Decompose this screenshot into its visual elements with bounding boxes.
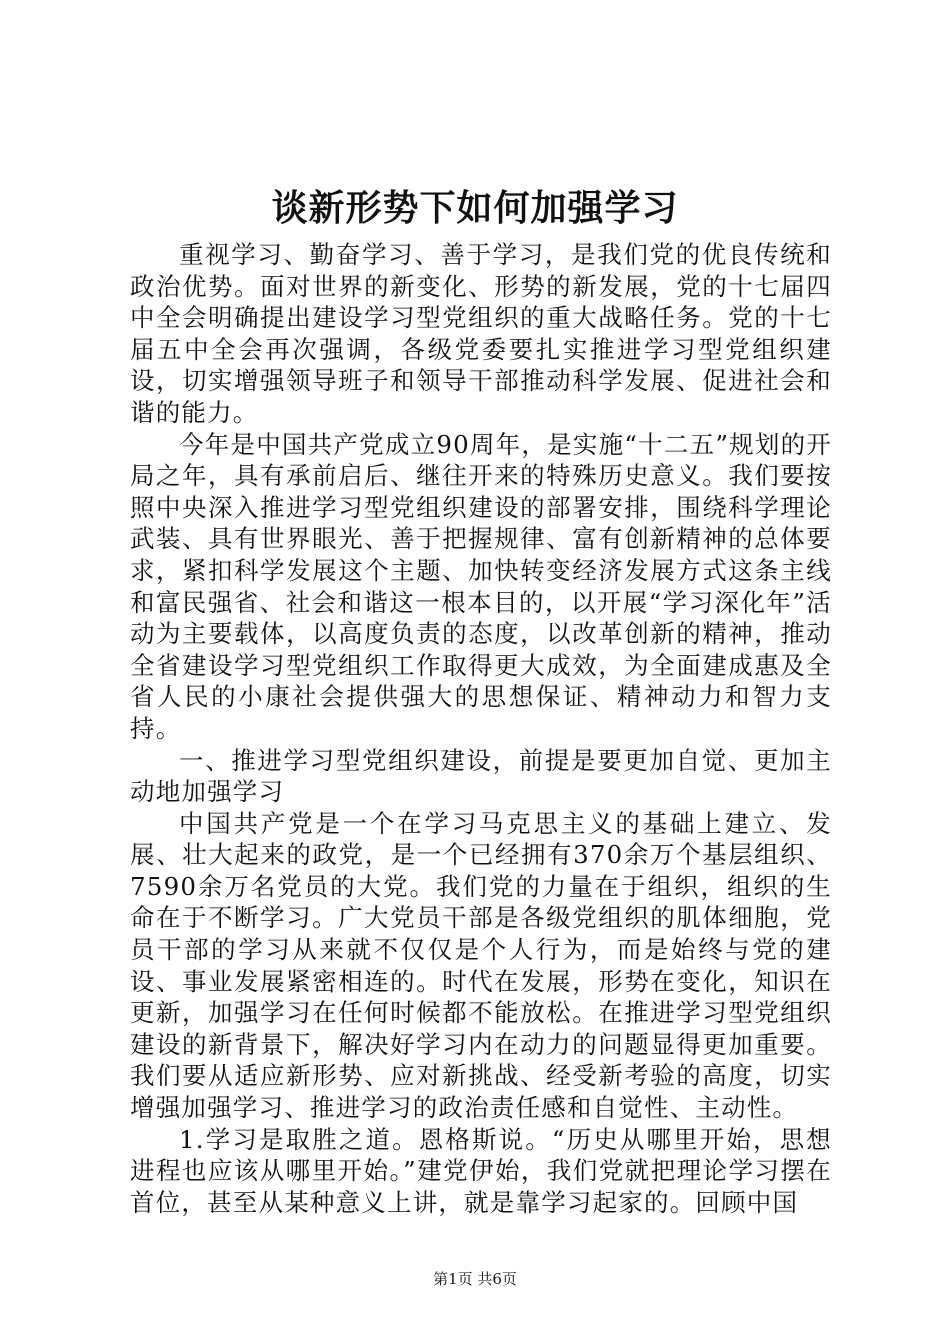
paragraph-point-one: 1.学习是取胜之道。恩格斯说。“历史从哪里开始，思想进程也应该从哪里开始。”建党伊始，我们党就把理论学习摆在首位，甚至从某种意义上讲，就是靠学习起家的。回顾中国 bbox=[130, 1124, 832, 1217]
page-footer: 第1页 共6页 bbox=[433, 1270, 517, 1288]
document-title: 谈新形势下如何加强学习 bbox=[271, 187, 679, 229]
document-body bbox=[130, 239, 832, 1218]
paragraph-anniversary: 今年是中国共产党成立90周年，是实施“十二五”规划的开局之年，具有承前启后、继往开来的特殊历史意义。我们要按照中央深入推进学习型党组织建设的部署安排，围绕科学理论武装、具有世界眼光、善于把握规律、富有创新精神的总体要求，紧扣科学发展这个主题、加快转变经济发展方式这条主线和富民强省、社会和谐这一根本目的，以开展“学习深化年”活动为主要载体，以高度负责的态度，以改革创新的精神，推动全省建设学习型党组织工作取得更大成效，为全面建成惠及全省人民的小康社会提供强大的思想保证、精神动力和智力支持。 bbox=[130, 429, 832, 743]
paragraph-party-learning: 中国共产党是一个在学习马克思主义的基础上建立、发展、壮大起来的政党，是一个已经拥有370余万个基层组织、7590余万名党员的大党。我们党的力量在于组织，组织的生命在于不断学习。广大党员干部是各级党组织的肌体细胞，党员干部的学习从来就不仅仅是个人行为，而是始终与党的建设、事业发展紧密相连的。时代在发展，形势在变化，知识在更新，加强学习在任何时候都不能放松。在推进学习型党组织建设的新背景下，解决好学习内在动力的问题显得更加重要。我们要从适应新形势、应对新挑战、经受新考验的高度，切实增强加强学习、推进学习的政治责任感和自觉性、主动性。 bbox=[130, 808, 832, 1123]
section-heading-one: 一、推进学习型党组织建设，前提是要更加自觉、更加主动地加强学习 bbox=[130, 745, 832, 807]
paragraph-intro: 重视学习、勤奋学习、善于学习，是我们党的优良传统和政治优势。面对世界的新变化、形势的新发展，党的十七届四中全会明确提出建设学习型党组织的重大战略任务。党的十七届五中全会再次强调，各级党委要扎实推进学习型党组织建设，切实增强领导班子和领导干部推动科学发展、促进社会和谐的能力。 bbox=[130, 240, 832, 427]
